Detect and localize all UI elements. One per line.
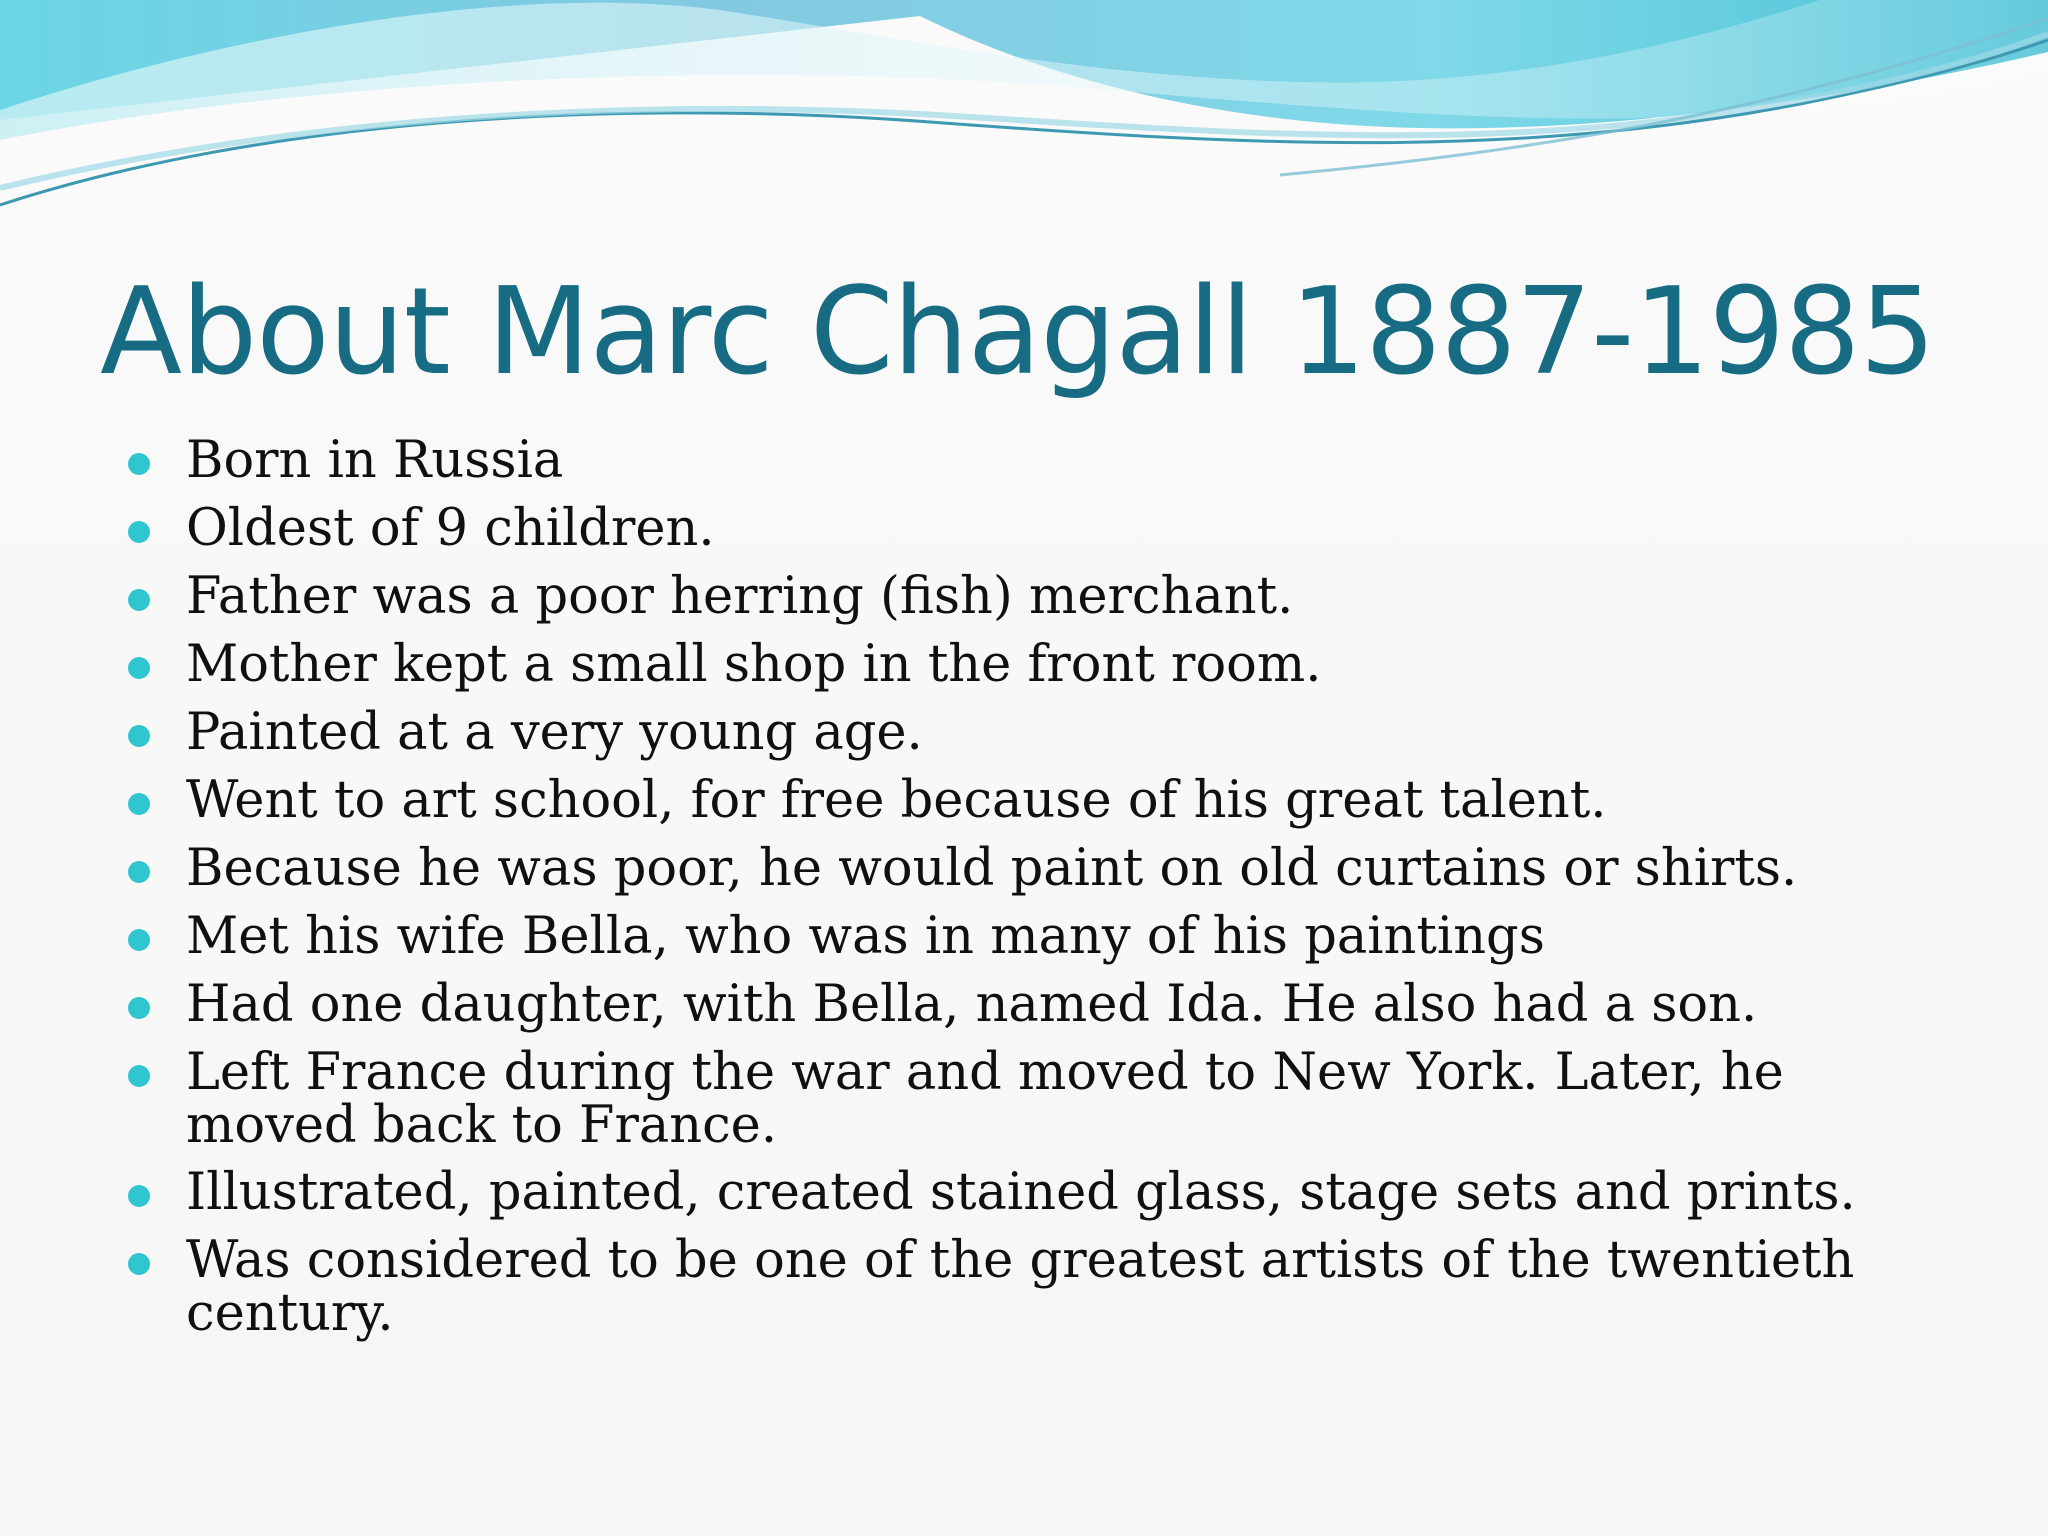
slide-title: About Marc Chagall 1887-1985: [100, 263, 1935, 402]
bullet-icon: [128, 1253, 150, 1275]
list-item-text: Met his wife Bella, who was in many of his paintings: [186, 907, 1545, 966]
bullet-icon: [128, 1185, 150, 1207]
bullet-icon: [128, 793, 150, 815]
bullet-icon: [128, 997, 150, 1019]
list-item: [128, 567, 1888, 626]
list-item: [128, 771, 1888, 830]
bullet-icon: [128, 929, 150, 951]
list-item-text: Oldest of 9 children.: [186, 499, 715, 558]
list-item: [128, 1231, 1888, 1343]
list-item: [128, 1043, 1888, 1155]
bullet-icon: [128, 861, 150, 883]
decorative-wave-header: [0, 0, 2048, 260]
list-item-text: Born in Russia: [186, 431, 564, 490]
bullet-icon: [128, 589, 150, 611]
bullet-icon: [128, 521, 150, 543]
list-item-text: Illustrated, painted, created stained glass, stage sets and prints.: [186, 1163, 1856, 1222]
list-item: [128, 975, 1888, 1034]
list-item-text: Mother kept a small shop in the front room.: [186, 635, 1322, 694]
list-item-text: Had one daughter, with Bella, named Ida. He also had a son.: [186, 975, 1758, 1034]
bullet-icon: [128, 725, 150, 747]
list-item-text: Was considered to be one of the greatest artists of the twentieth century.: [186, 1231, 1855, 1343]
bullet-icon: [128, 1065, 150, 1087]
list-item-text: Left France during the war and moved to New York. Later, he moved back to France.: [186, 1043, 1784, 1155]
bullet-icon: [128, 453, 150, 475]
list-item-text: Father was a poor herring (fish) merchant.: [186, 567, 1294, 626]
list-item: [128, 431, 1888, 490]
list-item: [128, 839, 1888, 898]
list-item-text: Painted at a very young age.: [186, 703, 923, 762]
bullet-icon: [128, 657, 150, 679]
list-item-text: Because he was poor, he would paint on old curtains or shirts.: [186, 839, 1798, 898]
list-item: [128, 1163, 1888, 1222]
bullet-list: [128, 431, 1888, 1354]
list-item-text: Went to art school, for free because of his great talent.: [186, 771, 1607, 830]
list-item: [128, 703, 1888, 762]
list-item: [128, 635, 1888, 694]
list-item: [128, 499, 1888, 558]
list-item: [128, 907, 1888, 966]
